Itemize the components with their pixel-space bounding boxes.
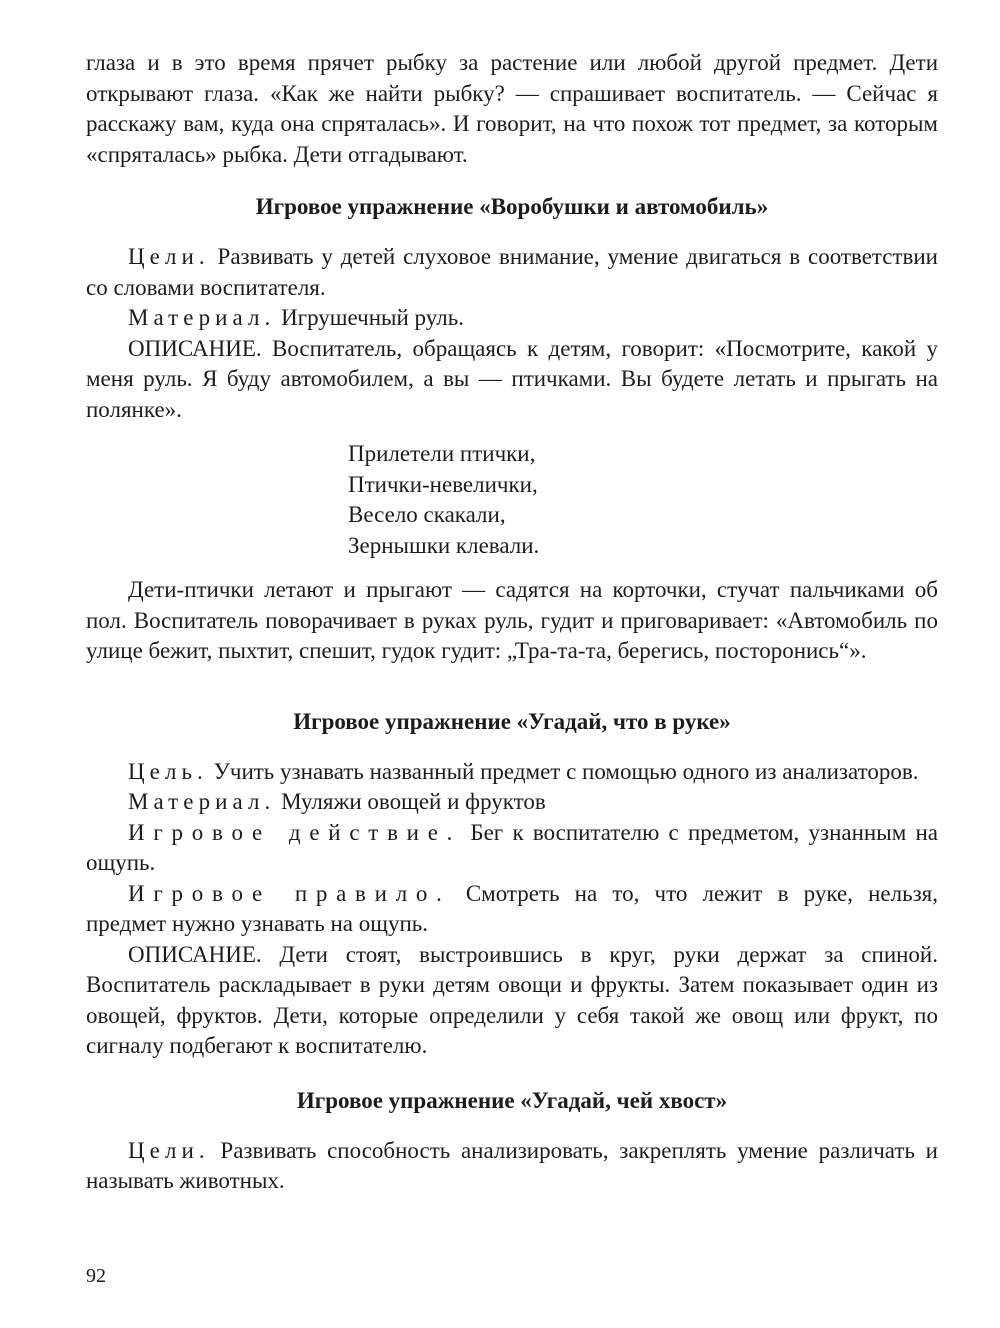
guess-hand-description: ОПИСАНИЕ. Дети стоят, выстроившись в круг, руки держат за спиной. Воспитатель раскладывает в руки детям овощи и фрукты. Затем показывает один из овощей, фруктов. Дети, которые определили у себя такой же овощ или фрукт, по сигналу подбегают к воспитателю. xyxy=(86,941,938,1058)
page-content xyxy=(86,48,938,1197)
rule-text: Смотреть на то, что лежит в руке, нельзя, предмет нужно узнавать на ощупь. xyxy=(86,880,938,936)
page-number: 92 xyxy=(86,1265,106,1287)
poem-line: Весело скакали, xyxy=(348,502,506,527)
guess-hand-goal xyxy=(86,757,938,788)
rule-label: Игровое правило. xyxy=(128,880,451,906)
goal-text: Учить узнавать названный предмет с помощью одного из анализаторов. xyxy=(207,758,919,784)
material-label: Материал. xyxy=(128,305,276,330)
action-text: Бег к воспитателю с предметом, узнанным на ощупь. xyxy=(86,819,938,875)
sparrows-goals xyxy=(86,242,938,303)
material-label: Материал. xyxy=(128,789,276,814)
section-heading-guess-tail: Игровое упражнение «Угадай, чей хвост» xyxy=(296,1087,728,1113)
goals-label: Цели. xyxy=(128,1137,210,1163)
intro-paragraph: глаза и в это время прячет рыбку за растение или любой другой предмет. Дети открывают глаза. «Как же найти рыбку? — спрашивает воспитатель. — Сейчас я расскажу вам, куда она спряталась». И говорит, на что похож тот предмет, за которым «спряталась» рыбка. Дети отгадывают. xyxy=(86,50,938,167)
sparrows-description: ОПИСАНИЕ. Воспитатель, обращаясь к детям, говорит: «Посмотрите, какой у меня руль. Я буду автомобилем, а вы — птичками. Вы будете летать и прыгать на полянке». xyxy=(86,335,938,422)
material-text: Игрушечный руль. xyxy=(275,305,464,330)
guess-tail-goals xyxy=(86,1136,938,1197)
guess-hand-material xyxy=(86,787,938,818)
section-heading-sparrows: Игровое упражнение «Воробушки и автомобиль» xyxy=(255,194,769,219)
goals-label: Цели. xyxy=(128,244,210,269)
sparrows-after-poem: Дети-птички летают и прыгают — садятся на корточки, стучат пальчиками об пол. Воспитатель поворачивает в руках руль, гудит и приговаривает: «Автомобиль по улице бежит, пыхтит, спешит, гудок гудит: „Тра-та-та, берегись, посторонись“». xyxy=(86,577,938,663)
material-text: Муляжи овощей и фруктов xyxy=(275,789,546,814)
goal-label: Цель. xyxy=(128,758,208,784)
guess-hand-rule xyxy=(86,879,938,940)
sparrows-material xyxy=(86,303,938,334)
goals-text: Развивать у детей слуховое внимание, умение двигаться в соответствии со словами воспитателя. xyxy=(86,244,938,300)
poem-line: Зернышки клевали. xyxy=(348,532,540,558)
section-heading-guess-hand: Игровое упражнение «Угадай, что в руке» xyxy=(293,708,731,734)
poem xyxy=(348,439,938,561)
poem-line: Прилетели птички, xyxy=(348,441,536,466)
guess-hand-action xyxy=(86,818,938,879)
action-label: Игровое действие. xyxy=(128,819,462,845)
poem-line: Птички-невелички, xyxy=(348,471,538,497)
goals-text: Развивать способность анализировать, закреплять умение различать и называть животных. xyxy=(86,1137,938,1193)
